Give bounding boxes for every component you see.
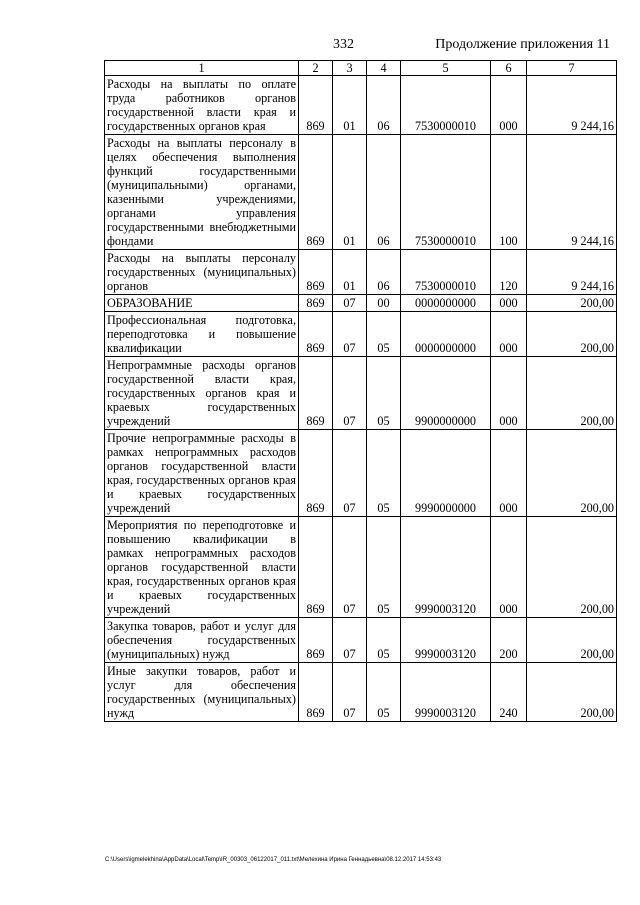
subsection-code: 05 [367,357,401,430]
row-name: Расходы на выплаты персоналу в целях обеспечения выполнения функций государственными (муниципальными) органами, казенными учреждениями, органами управления государственными внебюджетными фондами [105,135,299,250]
row-name: Прочие непрограммные расходы в рамках непрограммных расходов органов государственной власти края, государственных органов края и краевых государственных учреждений [105,430,299,517]
table-row [105,517,617,618]
appendix-continuation-label: Продолжение приложения 11 [435,37,610,52]
subsection-code: 05 [367,618,401,663]
ministry-code: 869 [299,250,333,295]
target-article-code: 7530000010 [401,76,491,135]
section-code: 07 [333,430,367,517]
table-row [105,430,617,517]
table-row [105,135,617,250]
subsection-code: 00 [367,295,401,312]
subsection-code: 06 [367,135,401,250]
table-row [105,357,617,430]
row-name: Профессиональная подготовка, переподготовка и повышение квалификации [105,312,299,357]
amount: 200,00 [527,357,617,430]
target-article-code: 0000000000 [401,312,491,357]
column-header: 3 [333,61,367,76]
expense-type-code: 000 [491,357,527,430]
row-name: Расходы на выплаты по оплате труда работников органов государственной власти края и государственных органов края [105,76,299,135]
file-path-footer: C:\Users\igmelekhina\AppData\Local\Temp\IR_00303_06122017_011.txt\Мелехина Ирина Геннадьевна\08.12.2017 14:53:43 [105,857,442,863]
column-header: 7 [527,61,617,76]
section-code: 01 [333,135,367,250]
expense-type-code: 000 [491,295,527,312]
amount: 200,00 [527,618,617,663]
ministry-code: 869 [299,430,333,517]
table-row [105,618,617,663]
ministry-code: 869 [299,517,333,618]
section-code: 07 [333,618,367,663]
amount: 200,00 [527,295,617,312]
row-name: Иные закупки товаров, работ и услуг для обеспечения государственных (муниципальных) нужд [105,663,299,722]
table-row [105,295,617,312]
expense-type-code: 100 [491,135,527,250]
target-article-code: 9900000000 [401,357,491,430]
ministry-code: 869 [299,135,333,250]
row-name: Расходы на выплаты персоналу государственных (муниципальных) органов [105,250,299,295]
amount: 200,00 [527,312,617,357]
amount: 200,00 [527,430,617,517]
amount: 9 244,16 [527,135,617,250]
row-name: Закупка товаров, работ и услуг для обеспечения государственных (муниципальных) нужд [105,618,299,663]
section-code: 01 [333,76,367,135]
row-name: Непрограммные расходы органов государственной власти края, государственных органов края и краевых государственных учреждений [105,357,299,430]
amount: 9 244,16 [527,250,617,295]
column-header: 5 [401,61,491,76]
ministry-code: 869 [299,618,333,663]
row-name: ОБРАЗОВАНИЕ [105,295,299,312]
expense-type-code: 000 [491,312,527,357]
subsection-code: 06 [367,250,401,295]
ministry-code: 869 [299,295,333,312]
table-row [105,76,617,135]
section-code: 07 [333,295,367,312]
subsection-code: 05 [367,663,401,722]
section-code: 01 [333,250,367,295]
target-article-code: 9990003120 [401,517,491,618]
column-header: 2 [299,61,333,76]
row-name: Мероприятия по переподготовке и повышению квалификации в рамках непрограммных расходов органов государственной власти края, государственных органов края и краевых государственных учреждений [105,517,299,618]
expense-type-code: 000 [491,430,527,517]
target-article-code: 9990000000 [401,430,491,517]
amount: 200,00 [527,517,617,618]
subsection-code: 05 [367,430,401,517]
section-code: 07 [333,517,367,618]
target-article-code: 9990003120 [401,663,491,722]
section-code: 07 [333,357,367,430]
column-header: 1 [105,61,299,76]
page-number: 332 [333,37,354,52]
target-article-code: 7530000010 [401,135,491,250]
expense-type-code: 000 [491,517,527,618]
target-article-code: 0000000000 [401,295,491,312]
amount: 200,00 [527,663,617,722]
table-header-row [105,61,617,76]
ministry-code: 869 [299,357,333,430]
ministry-code: 869 [299,312,333,357]
subsection-code: 05 [367,312,401,357]
column-header: 6 [491,61,527,76]
subsection-code: 05 [367,517,401,618]
table-row [105,312,617,357]
budget-table [104,60,617,722]
column-header: 4 [367,61,401,76]
amount: 9 244,16 [527,76,617,135]
expense-type-code: 000 [491,76,527,135]
ministry-code: 869 [299,663,333,722]
target-article-code: 9990003120 [401,618,491,663]
table-row [105,250,617,295]
section-code: 07 [333,312,367,357]
ministry-code: 869 [299,76,333,135]
expense-type-code: 240 [491,663,527,722]
section-code: 07 [333,663,367,722]
target-article-code: 7530000010 [401,250,491,295]
table-row [105,663,617,722]
expense-type-code: 120 [491,250,527,295]
subsection-code: 06 [367,76,401,135]
expense-type-code: 200 [491,618,527,663]
